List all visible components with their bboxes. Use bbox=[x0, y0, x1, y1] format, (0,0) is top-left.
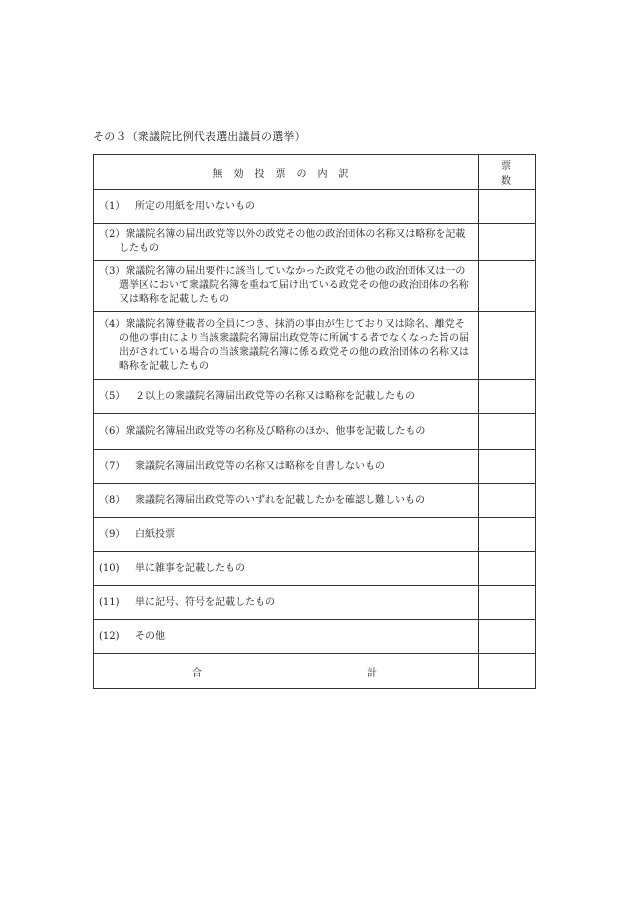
item-text: ２以上の衆議院名簿届出政党等の名称又は略称を記載したもの bbox=[135, 390, 415, 402]
item-number: （6） bbox=[99, 425, 126, 437]
total-count-cell[interactable] bbox=[479, 654, 536, 689]
count-cell[interactable] bbox=[479, 518, 536, 552]
count-cell[interactable] bbox=[479, 312, 536, 380]
table-row bbox=[94, 484, 536, 518]
item-number: (11) bbox=[99, 596, 120, 608]
count-cell[interactable] bbox=[479, 224, 536, 261]
total-label-first: 合 bbox=[192, 668, 202, 679]
item-number: （8） bbox=[99, 494, 126, 506]
item-text: 単に記号、符号を記載したもの bbox=[135, 596, 275, 608]
count-cell[interactable] bbox=[479, 414, 536, 450]
item-number: （7） bbox=[99, 460, 126, 472]
item-number: （1） bbox=[99, 200, 126, 212]
count-cell[interactable] bbox=[479, 380, 536, 414]
item-number: (10) bbox=[99, 562, 120, 574]
table-row bbox=[94, 380, 536, 414]
item-number: (12) bbox=[99, 630, 120, 642]
item-text: 衆議院名簿登載者の全員につき、抹消の事由が生じており又は除名、離党その他の事由により当該衆議院名簿届出政党等に所属する者でなくなった旨の届出がされている場合の当該衆議院名簿に係る政党その他の政治団体の名称又は略称を記載したもの bbox=[119, 318, 469, 372]
item-number: （2） bbox=[99, 229, 126, 240]
table-row bbox=[94, 586, 536, 620]
item-number: （3） bbox=[99, 266, 126, 277]
count-cell[interactable] bbox=[479, 261, 536, 312]
item-text: その他 bbox=[135, 630, 165, 642]
table-row bbox=[94, 518, 536, 552]
table-row bbox=[94, 414, 536, 450]
total-label-second: 計 bbox=[367, 668, 377, 679]
item-text: 白紙投票 bbox=[135, 528, 175, 540]
table-row bbox=[94, 552, 536, 586]
document-heading: その３（衆議院比例代表選出議員の選挙） bbox=[93, 130, 306, 143]
count-cell[interactable] bbox=[479, 586, 536, 620]
table-row bbox=[94, 450, 536, 484]
item-text: 衆議院名簿届出政党等の名称又は略称を自書しないもの bbox=[135, 460, 385, 472]
count-cell[interactable] bbox=[479, 552, 536, 586]
invalid-votes-table bbox=[93, 154, 536, 689]
item-text: 衆議院名簿の届出要件に該当していなかった政党その他の政治団体又は一の選挙区において衆議院名簿を重ねて届け出ている政党その他の政治団体の名称又は略称を記載したもの bbox=[119, 266, 469, 305]
table-row bbox=[94, 224, 536, 261]
header-breakdown: 無効投票の内訳 bbox=[94, 155, 479, 190]
item-text: 衆議院名簿届出政党等のいずれを記載したかを確認し難しいもの bbox=[135, 494, 425, 506]
item-text: 衆議院名簿の届出政党等以外の政党その他の政治団体の名称又は略称を記載したもの bbox=[119, 229, 466, 254]
item-number: （9） bbox=[99, 528, 126, 540]
count-cell[interactable] bbox=[479, 450, 536, 484]
count-cell[interactable] bbox=[479, 620, 536, 654]
header-vote-count: 票数 bbox=[479, 155, 536, 190]
table-row bbox=[94, 620, 536, 654]
item-number: （4） bbox=[99, 318, 126, 330]
item-text: 衆議院名簿届出政党等の名称及び略称のほか、他事を記載したもの bbox=[125, 425, 426, 437]
table-row bbox=[94, 312, 536, 380]
count-cell[interactable] bbox=[479, 190, 536, 224]
table-row bbox=[94, 261, 536, 312]
item-text: 所定の用紙を用いないもの bbox=[135, 200, 255, 212]
item-text: 単に雑事を記載したもの bbox=[135, 562, 245, 574]
item-number: （5） bbox=[99, 390, 126, 402]
total-row bbox=[94, 654, 536, 689]
table-header-row bbox=[94, 155, 536, 190]
total-label-cell bbox=[94, 654, 479, 689]
count-cell[interactable] bbox=[479, 484, 536, 518]
table-row bbox=[94, 190, 536, 224]
